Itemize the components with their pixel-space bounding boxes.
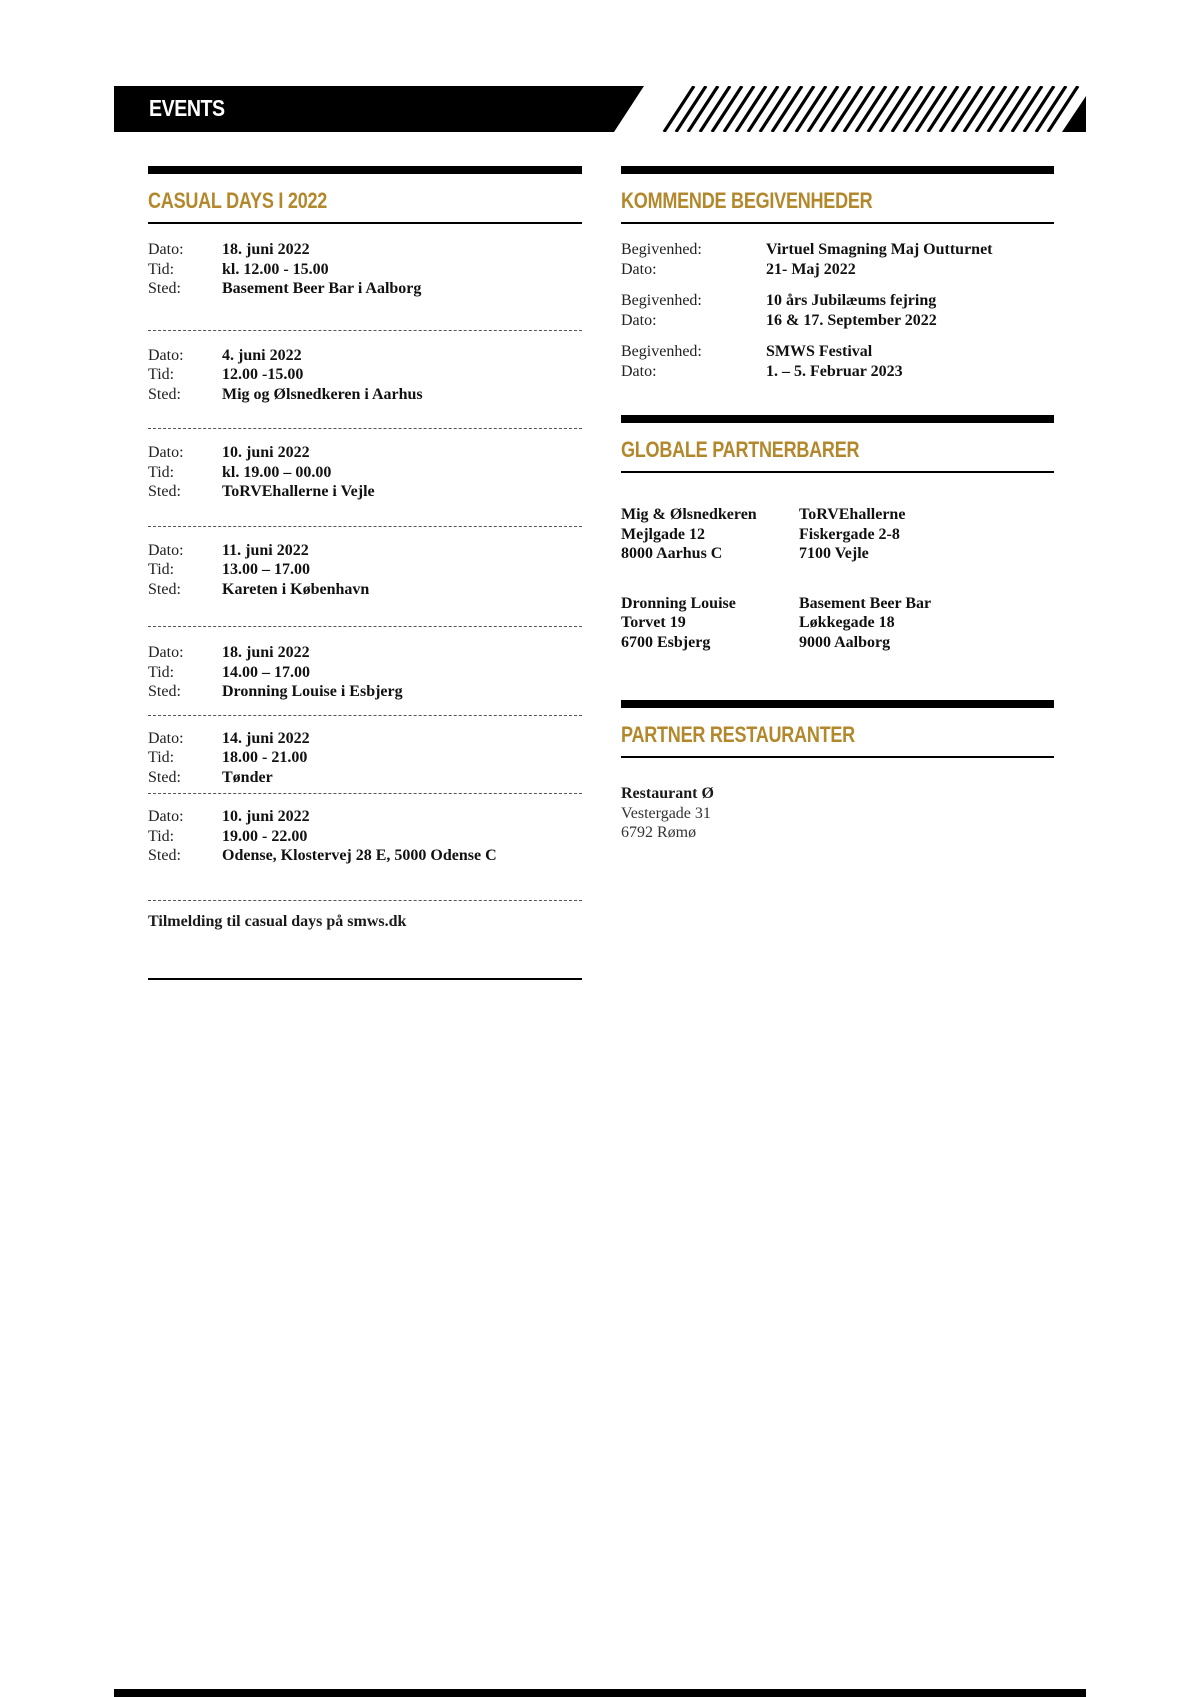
bar-name: Basement Beer Bar [799, 594, 932, 612]
dashed-divider [148, 330, 582, 331]
event-time: kl. 12.00 - 15.00 [222, 260, 329, 278]
place-label: Sted: [148, 768, 181, 786]
section-top-bar [621, 700, 1054, 708]
partner-restaurants-title: PARTNER RESTAURANTER [621, 722, 855, 747]
event-entry [148, 240, 582, 299]
date-label: Dato: [148, 808, 184, 825]
time-label: Tid: [148, 260, 175, 278]
upcoming-event: 10 års Jubilæums fejring [766, 292, 937, 309]
casual-days-section [148, 166, 582, 980]
date-label: Dato: [621, 260, 657, 278]
bar-name: ToRVEhallerne [799, 506, 906, 523]
bar-name: Dronning Louise [621, 594, 736, 612]
bar-street: Torvet 19 [621, 614, 686, 631]
bar-street: Mejlgade 12 [621, 525, 705, 543]
date-label: Dato: [148, 444, 184, 461]
bar-city: 9000 Aalborg [799, 633, 891, 651]
section-top-bar [621, 415, 1054, 423]
casual-events-list [148, 240, 582, 901]
event-date: 18. juni 2022 [222, 644, 310, 661]
time-label: Tid: [148, 749, 175, 766]
event-place: Dronning Louise i Esbjerg [222, 683, 403, 700]
place-label: Sted: [148, 280, 181, 297]
upcoming-item [621, 291, 1054, 330]
event-date: 14. juni 2022 [222, 729, 310, 747]
page-title: EVENTS [149, 95, 225, 121]
event-time: 19.00 - 22.00 [222, 827, 308, 845]
section-divider [621, 222, 1054, 224]
partner-bar-address [799, 594, 1054, 653]
dashed-divider [148, 526, 582, 527]
bar-city: 6700 Esbjerg [621, 633, 711, 651]
partner-bars-section [621, 415, 1054, 652]
section-bottom-line [148, 978, 582, 980]
time-label: Tid: [148, 561, 175, 578]
event-entry [148, 729, 582, 788]
event-place: Mig og Ølsnedkeren i Aarhus [222, 385, 423, 403]
bar-name: Mig & Ølsnedkeren [621, 506, 757, 523]
section-divider [621, 756, 1054, 758]
event-entry [148, 807, 582, 866]
bar-city: 8000 Aarhus C [621, 545, 723, 562]
event-entry [148, 541, 582, 600]
event-date: 10. juni 2022 [222, 808, 310, 825]
signup-note: Tilmelding til casual days på smws.dk [148, 912, 407, 930]
event-time: 14.00 – 17.00 [222, 663, 310, 681]
restaurant-city: 6792 Rømø [621, 824, 697, 841]
time-label: Tid: [148, 366, 175, 383]
dashed-divider [148, 428, 582, 429]
dashed-divider [148, 715, 582, 716]
upcoming-events-section [621, 166, 1054, 393]
date-label: Dato: [148, 541, 184, 559]
section-top-bar [148, 166, 582, 174]
restaurant-name: Restaurant Ø [621, 785, 714, 802]
casual-days-title: CASUAL DAYS I 2022 [148, 188, 328, 213]
header-band [114, 86, 1086, 132]
date-label: Dato: [148, 729, 184, 747]
event-place: Odense, Klostervej 28 E, 5000 Odense C [222, 847, 497, 864]
dashed-divider [148, 900, 582, 901]
footer-bar [114, 1689, 1086, 1697]
bar-street: Løkkegade 18 [799, 614, 895, 631]
event-label: Begivenhed: [621, 241, 702, 258]
event-place: Basement Beer Bar i Aalborg [222, 280, 422, 297]
upcoming-date: 1. – 5. Februar 2023 [766, 362, 903, 380]
dashed-divider [148, 793, 582, 794]
event-date: 10. juni 2022 [222, 444, 310, 461]
section-top-bar [621, 166, 1054, 174]
event-date: 4. juni 2022 [222, 346, 302, 364]
partner-bars-title: GLOBALE PARTNERBARER [621, 437, 860, 462]
event-time: 12.00 -15.00 [222, 366, 304, 383]
event-place: ToRVEhallerne i Vejle [222, 483, 375, 500]
place-label: Sted: [148, 580, 181, 598]
partner-restaurants-section [621, 700, 1054, 843]
restaurant-address [621, 784, 1054, 843]
upcoming-event: SMWS Festival [766, 343, 873, 360]
upcoming-date: 21- Maj 2022 [766, 260, 856, 278]
section-divider [621, 471, 1054, 473]
date-label: Dato: [621, 311, 657, 329]
event-place: Tønder [222, 768, 273, 786]
place-label: Sted: [148, 683, 181, 700]
upcoming-item [621, 342, 1054, 381]
time-label: Tid: [148, 827, 175, 845]
event-time: 13.00 – 17.00 [222, 561, 310, 578]
time-label: Tid: [148, 663, 175, 681]
event-label: Begivenhed: [621, 292, 702, 309]
partner-bar-address [621, 594, 799, 653]
dashed-divider [148, 626, 582, 627]
place-label: Sted: [148, 483, 181, 500]
date-label: Dato: [148, 241, 184, 258]
event-entry [148, 346, 582, 405]
partner-bars-grid [621, 505, 1054, 652]
date-label: Dato: [148, 644, 184, 661]
bar-street: Fiskergade 2-8 [799, 525, 900, 543]
upcoming-date: 16 & 17. September 2022 [766, 311, 937, 329]
event-label: Begivenhed: [621, 343, 702, 360]
event-date: 11. juni 2022 [222, 541, 309, 559]
date-label: Dato: [621, 362, 657, 380]
event-time: 18.00 - 21.00 [222, 749, 308, 766]
restaurant-street: Vestergade 31 [621, 804, 711, 822]
place-label: Sted: [148, 847, 181, 864]
event-entry [148, 443, 582, 502]
section-divider [148, 222, 582, 224]
event-date: 18. juni 2022 [222, 241, 310, 258]
event-time: kl. 19.00 – 00.00 [222, 463, 332, 481]
partner-bar-address [621, 505, 799, 564]
event-entry [148, 643, 582, 702]
upcoming-title: KOMMENDE BEGIVENHEDER [621, 188, 873, 213]
place-label: Sted: [148, 385, 181, 403]
upcoming-item [621, 240, 1054, 279]
bar-city: 7100 Vejle [799, 545, 869, 562]
time-label: Tid: [148, 463, 175, 481]
partner-bar-address [799, 505, 1054, 564]
upcoming-list [621, 240, 1054, 381]
date-label: Dato: [148, 346, 184, 364]
diagonal-stripes-decoration [614, 86, 1086, 132]
event-place: Kareten i København [222, 580, 370, 598]
upcoming-event: Virtuel Smagning Maj Outturnet [766, 241, 993, 258]
